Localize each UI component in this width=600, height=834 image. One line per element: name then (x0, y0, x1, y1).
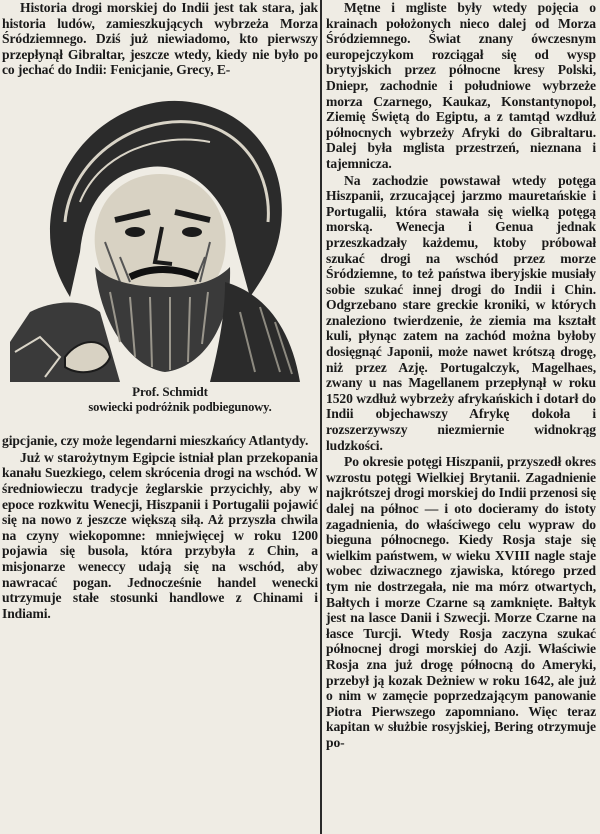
paragraph-world-known: Mętne i mgliste były wtedy pojęcia o krainach położonych nieco dalej od Morza Śródziemnego. Świat znany ówczesnym europejczykom rozciągał się od wysp brytyjskich przez północne kresy Polski, Dniepr, zachodnie i południowe wybrzeże morza Czarnego, Kaukaz, Konstantynopol, Ziemię Świętą do Egiptu, a z tamtąd wzdłuż północnych wybrzeży Afryki do Gibraltaru. Dalej była mglista przestrzeń, nieznana i tajemnicza. (326, 0, 596, 171)
right-column (326, 0, 596, 834)
column-divider (320, 0, 322, 834)
left-column (2, 0, 318, 834)
paragraph-continuation: gipcjanie, czy może legendarni mieszkańcy Atlantydy. (2, 433, 309, 449)
portrait-illustration-icon (10, 82, 310, 382)
paragraph-spain-portugal: Na zachodzie powstawał wtedy potęga Hiszpanii, zrzucającej jarzmo mauretańskie i Portugalii, która stawała się wielką potęgą morską. Wenecja i Genua jednak przeszkadzały każdemu, ktoby próbował szukać drogi na wschód przez morze Śródziemne, to też państwa iberyjskie musiały sobie szukać innej drogi do Indii i Chin. Odgrzebano stare greckie kroniki, w których znaleziono twierdzenie, że ziemia ma kształt kuli, płynąc zatem na zachód można byłoby dosięgnąć Japonii, może nawet krótszą drogę, niż przez Azję. Portugalczyk, Magelhaes, zwany u nas Magellanem przepłynął w roku 1520 wzdłuż wybrzeży afrykańskich i dotarł do Indii objechawszy Afrykę dokoła i rozszerzywszy niezmiernie widnokrąg ludzkości. (326, 172, 596, 453)
paragraph-egypt: Już w starożytnym Egipcie istniał plan przekopania kanału Suezkiego, celem skrócenia drogi na wschód. W średniowieczu tradycje żeglarskie przycichły, aby w epoce rozkwitu Wenecji, Hiszpanii i Portugalii pojawić się na nowo z jeszcze większą siłą. Aż przyszła chwila na czyny wiekopomne: mniejwięcej w roku 1200 pojawia się busola, która przybyła z Chin, a misjonarze weneccy udają się na wschód, aby nawracać pogan. Jednocześnie handel wenecki utrzymuje stałe stosunki handlowe z Chinami i Indiami. (2, 449, 318, 621)
portrait-figure (2, 82, 318, 415)
caption-description: sowiecki podróżnik podbiegunowy. (88, 399, 272, 414)
paragraph-britain-russia: Po okresie potęgi Hiszpanii, przyszedł okres wzrostu potęgi Wielkiej Brytanii. Zagadnienie najkrótszej drogi morskiej do Indii przenosi się dalej na północ — i oto docieramy do istoty zagadnienia, do właściwego celu wypraw do bieguna północnego. Kiedy Rosja staje się wielkim państwem, w wieku XVIII nagle staje wobec dziwacznego zjawiska, którego przed tym nie dostrzegała, nie ma mórz otwartych, Bałtych i morze Czarne są zamknięte. Bałtyk jest na lasce Danii i Szwecji. Morze Czarne na łasce Turcji. Wtedy Rosja zaczyna szukać północnej drogi morskiej do Azji. Właściwie Rosja zna już drogę północną do Ameryki, przebył ją kozak Deżniew w roku 1642, ale już o nim w zamęcie poprzedzającym panowanie Piotra Pierwszego zapomniano. Więc teraz kapitan w służbie rosyjskiej, Bering otrzymuje po- (326, 454, 596, 750)
intro-paragraph: Historia drogi morskiej do Indii jest tak stara, jak historia ludów, zamieszkujących wybrzeża Morza Śródziemnego. Dziś już niewiadomo, kto pierwszy przepłynął Gibraltar, jeszcze wtedy, kiedy nie było po co jechać do Indii: Fenicjanie, Grecy, E- (2, 0, 318, 78)
caption-name: Prof. Schmidt (132, 383, 208, 399)
